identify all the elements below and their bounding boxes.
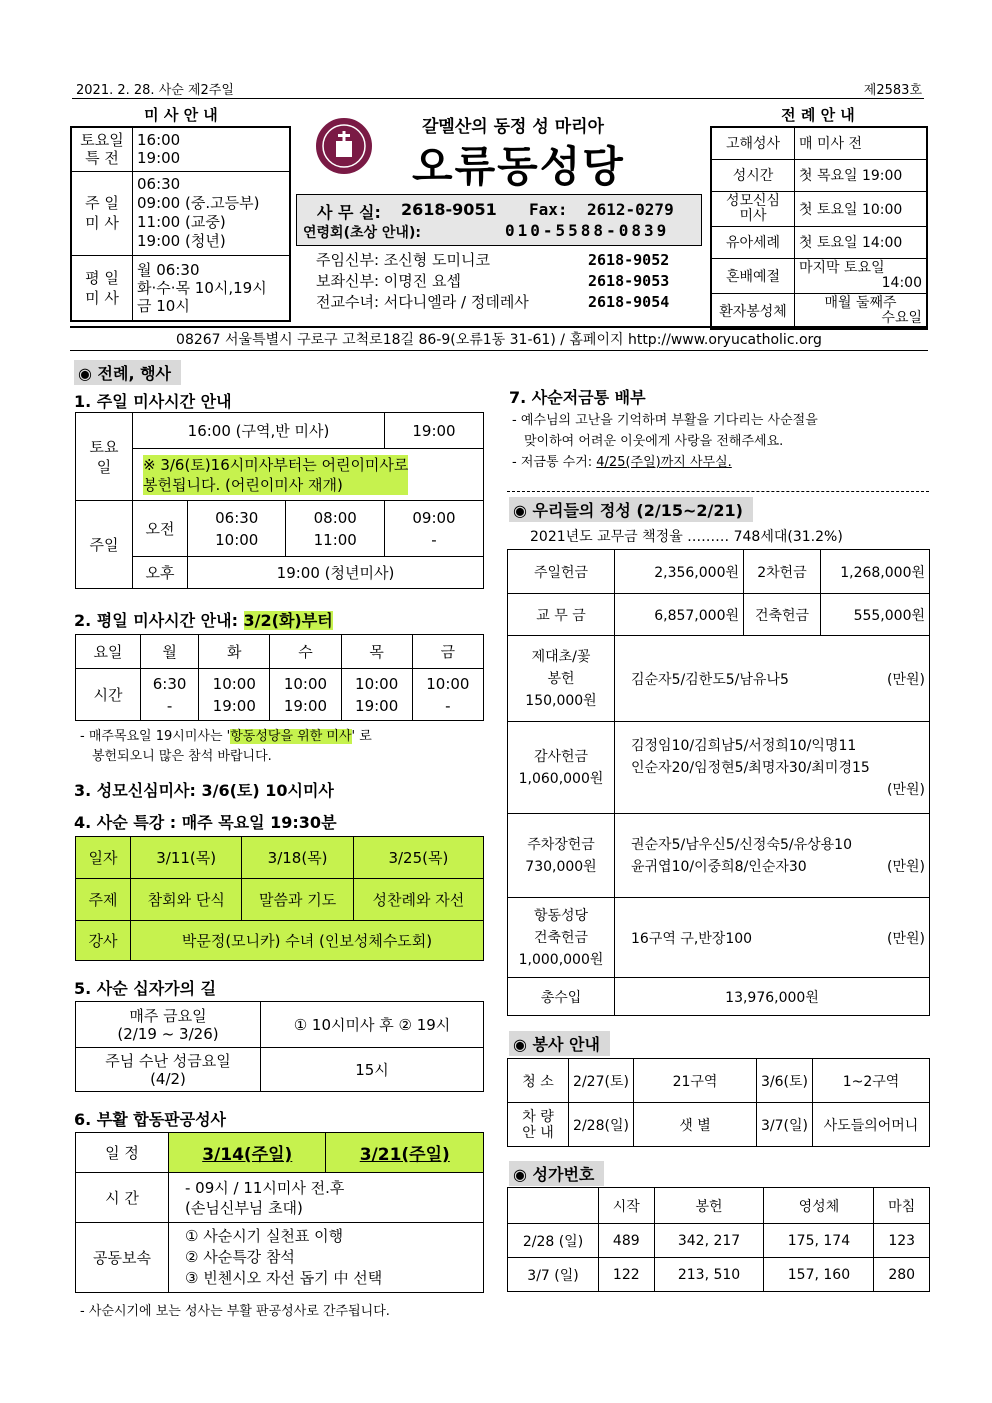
days-label: 요일 bbox=[76, 635, 141, 669]
parish-address: 08267 서울특별시 구로구 고척로18길 86-9(오류1동 31-61) / 홈페이지 http://www.oryucatholic.org bbox=[176, 332, 822, 348]
office-phone: 2618-9051 bbox=[401, 200, 497, 219]
mass-info-table bbox=[70, 126, 291, 322]
lecture-cell: 3/11(목) bbox=[131, 837, 242, 879]
hymn-cell: 213, 510 bbox=[654, 1258, 764, 1292]
day-cell: 금 bbox=[412, 635, 483, 669]
cross-value: 15시 bbox=[261, 1048, 484, 1092]
parish-subtitle: 갈멜산의 동정 성 마리아 bbox=[422, 117, 604, 137]
sat-label: 토요 일 bbox=[76, 413, 133, 501]
liturgy-value-day: 수요일 bbox=[881, 309, 922, 326]
donor-unit: (만원) bbox=[887, 671, 925, 688]
s2-note-post: ' 로 bbox=[351, 729, 372, 744]
am-time: 06:30 10:00 bbox=[188, 501, 286, 557]
way-of-cross-table bbox=[75, 1001, 484, 1092]
am-label: 오전 bbox=[133, 501, 188, 557]
lecture-cell: 3/25(목) bbox=[353, 837, 483, 879]
s3-title: 3. 성모신심미사: 3/6(토) 10시미사 bbox=[74, 781, 334, 800]
offering-label: 2차헌금 bbox=[744, 550, 821, 594]
confession-date: 3/14(주일) bbox=[169, 1133, 326, 1173]
hymn-date: 2/28 (일) bbox=[508, 1224, 599, 1258]
s4-title: 4. 사순 특강 : 매주 목요일 19:30분 bbox=[74, 813, 337, 832]
time-cell: 10:00 - bbox=[412, 669, 483, 721]
hymn-header: 봉헌 bbox=[654, 1188, 764, 1224]
day-cell: 화 bbox=[199, 635, 270, 669]
time-label: 시간 bbox=[76, 669, 141, 721]
offering-label: 항동성당 건축헌금 1,000,000원 bbox=[508, 898, 615, 978]
tithe-rate: 2021년도 교무금 책정율 ……… 748세대(31.2%) bbox=[530, 529, 843, 545]
mass-row-times: 06:30 09:00 (중.고등부) 11:00 (교중) 19:00 (청년) bbox=[133, 171, 291, 255]
clergy-role: 전교수녀: bbox=[316, 293, 380, 311]
hymn-header: 마침 bbox=[874, 1188, 930, 1224]
cross-label: 매주 금요일 (2/19 ~ 3/26) bbox=[76, 1002, 261, 1048]
sat-note: ※ 3/6(토)16시미사부터는 어린이미사로 봉헌됩니다. (어린이미사 재개) bbox=[143, 455, 409, 494]
liturgy-value: 첫 토요일 14:00 bbox=[795, 226, 928, 258]
liturgy-label: 성모신심 미사 bbox=[711, 191, 795, 226]
lecture-label: 강사 bbox=[76, 921, 131, 961]
clergy-name: 조신형 도미니코 bbox=[383, 251, 490, 269]
donor-unit: (만원) bbox=[887, 781, 925, 798]
hymn-date: 3/7 (일) bbox=[508, 1258, 599, 1292]
donor-names: 김정임10/김희남5/서정희10/익명11 인순자20/임정현5/최명자30/최미경15 bbox=[631, 737, 870, 776]
clergy-role: 보좌신부: bbox=[316, 272, 380, 290]
time-cell: 10:00 19:00 bbox=[199, 669, 270, 721]
offering-title: ◉ 우리들의 정성 (2/15~2/21) bbox=[509, 497, 753, 522]
cross-value: ① 10시미사 후 ② 19시 bbox=[261, 1002, 484, 1048]
donor-names: 김순자5/김한도5/남유나5 bbox=[631, 671, 789, 688]
issue-date: 2021. 2. 28. 사순 제2주일 bbox=[76, 83, 234, 98]
s7-body bbox=[512, 410, 927, 473]
service-label: 차 량 안 내 bbox=[508, 1103, 569, 1147]
issue-number: 제2583호 bbox=[863, 83, 922, 98]
s1-title: 1. 주일 미사시간 안내 bbox=[74, 392, 232, 411]
donor-unit: (만원) bbox=[887, 859, 925, 875]
confession-time: - 09시 / 11시미사 전.후 (손님신부님 초대) bbox=[169, 1173, 484, 1223]
weekday-mass-table bbox=[75, 634, 484, 721]
confession-label: 일 정 bbox=[76, 1133, 169, 1173]
sun-label: 주일 bbox=[76, 501, 133, 589]
service-label: 청 소 bbox=[508, 1059, 569, 1103]
hymns-table bbox=[507, 1187, 930, 1292]
service-date: 3/7(일) bbox=[757, 1103, 813, 1147]
s7-line3-pre: - 저금통 수거: bbox=[512, 455, 597, 470]
s2-title bbox=[74, 608, 333, 631]
day-cell: 수 bbox=[270, 635, 341, 669]
parish-title: 오류동성당 bbox=[412, 142, 625, 191]
offering-label: 주차장헌금 730,000원 bbox=[508, 814, 615, 898]
service-date: 3/6(토) bbox=[757, 1059, 813, 1103]
office-label: 사 무 실: bbox=[317, 203, 381, 222]
parish-logo bbox=[316, 118, 372, 174]
clergy-role: 주임신부: bbox=[316, 251, 380, 269]
mass-row-label: 주 일 미 사 bbox=[71, 171, 133, 255]
service-group: 사도들의어머니 bbox=[813, 1103, 930, 1147]
header-line bbox=[72, 78, 924, 99]
s6-title: 6. 부활 합동판공성사 bbox=[74, 1110, 226, 1129]
offering-total-label: 총수입 bbox=[508, 978, 615, 1016]
mass-row-times: 월 06:30 화·수·목 10시,19시 금 10시 bbox=[133, 255, 291, 321]
fax-number: 2612-0279 bbox=[587, 200, 674, 219]
day-cell: 목 bbox=[341, 635, 412, 669]
clergy-phone: 2618-9053 bbox=[588, 272, 670, 290]
confession-table bbox=[75, 1132, 484, 1293]
offering-amount: 555,000원 bbox=[821, 594, 930, 636]
s2-title-prefix: 2. 평일 미사시간 안내: bbox=[74, 611, 238, 630]
liturgy-label: 환자봉성체 bbox=[711, 293, 795, 329]
offering-table bbox=[507, 549, 930, 1016]
service-title: ◉ 봉사 안내 bbox=[509, 1031, 610, 1056]
confession-date: 3/21(주일) bbox=[326, 1133, 484, 1173]
s2-note-line2: 봉헌되오니 많은 참석 바랍니다. bbox=[92, 749, 272, 764]
offering-total: 13,976,000원 bbox=[615, 978, 930, 1016]
liturgy-value: 첫 목요일 19:00 bbox=[795, 159, 928, 191]
clergy-row bbox=[316, 250, 696, 271]
address-rule-bottom bbox=[70, 350, 928, 351]
lent-lecture-table bbox=[75, 836, 484, 961]
s7-line: - 예수님의 고난을 기억하며 부활을 기다리는 사순절을 bbox=[512, 413, 818, 428]
lecture-label: 주제 bbox=[76, 879, 131, 921]
lecture-label: 일자 bbox=[76, 837, 131, 879]
offering-label: 제대초/꽃 봉헌 150,000원 bbox=[508, 636, 615, 722]
hymn-cell: 123 bbox=[874, 1224, 930, 1258]
service-date: 2/28(일) bbox=[569, 1103, 634, 1147]
liturgy-value: 매 미사 전 bbox=[795, 127, 928, 159]
offering-label: 감사헌금 1,060,000원 bbox=[508, 722, 615, 814]
time-cell: 10:00 19:00 bbox=[270, 669, 341, 721]
offering-amount: 2,356,000원 bbox=[615, 550, 744, 594]
hymn-cell: 489 bbox=[599, 1224, 655, 1258]
hymn-cell: 342, 217 bbox=[654, 1224, 764, 1258]
mass-row-label: 토요일 특 전 bbox=[71, 127, 133, 171]
confession-note: - 사순시기에 보는 성사는 부활 판공성사로 간주됩니다. bbox=[80, 1304, 390, 1319]
sat-time-1: 16:00 (구역,반 미사) bbox=[133, 413, 385, 449]
office-contact-box bbox=[296, 194, 702, 246]
liturgy-value-time: 14:00 bbox=[881, 274, 922, 291]
sat-time-2: 19:00 bbox=[385, 413, 484, 449]
mass-row-times: 16:00 19:00 bbox=[133, 127, 291, 171]
mass-info-title: 미 사 안 내 bbox=[144, 106, 218, 124]
hymn-cell: 175, 174 bbox=[764, 1224, 874, 1258]
service-group: 21구역 bbox=[634, 1059, 757, 1103]
s2-note-highlight: 항동성당을 위한 미사 bbox=[230, 729, 352, 744]
s7-title: 7. 사순저금통 배부 bbox=[509, 388, 646, 407]
service-group: 1~2구역 bbox=[813, 1059, 930, 1103]
cross-label: 주님 수난 성금요일 (4/2) bbox=[76, 1048, 261, 1092]
confession-label: 시 간 bbox=[76, 1173, 169, 1223]
parish-header bbox=[294, 104, 706, 324]
offering-amount: 6,857,000원 bbox=[615, 594, 744, 636]
section-liturgy-events: ◉ 전례, 행사 bbox=[74, 360, 181, 385]
hymn-cell: 122 bbox=[599, 1258, 655, 1292]
day-cell: 월 bbox=[141, 635, 199, 669]
offering-label: 주일헌금 bbox=[508, 550, 615, 594]
hymn-cell: 157, 160 bbox=[764, 1258, 874, 1292]
liturgy-label: 성시간 bbox=[711, 159, 795, 191]
liturgy-label: 고해성사 bbox=[711, 127, 795, 159]
clergy-row bbox=[316, 292, 696, 313]
liturgy-info-title: 전 례 안 내 bbox=[781, 106, 855, 124]
hymn-cell: 280 bbox=[874, 1258, 930, 1292]
hymns-title: ◉ 성가번호 bbox=[509, 1161, 604, 1186]
s5-title: 5. 사순 십자가의 길 bbox=[74, 979, 217, 998]
am-time: 09:00 - bbox=[385, 501, 484, 557]
liturgy-label: 혼배예절 bbox=[711, 258, 795, 293]
am-time: 08:00 11:00 bbox=[286, 501, 385, 557]
liturgy-value: 마지막 토요일 bbox=[799, 259, 885, 276]
time-cell: 6:30 - bbox=[141, 669, 199, 721]
s2-title-highlight: 3/2(화)부터 bbox=[243, 611, 333, 630]
hymn-header: 시작 bbox=[599, 1188, 655, 1224]
clergy-phone: 2618-9052 bbox=[588, 251, 670, 269]
s2-note bbox=[80, 727, 490, 767]
donor-names: 권순자5/남우신5/신정숙5/유상용10 윤귀엽10/이중희8/인순자30 bbox=[631, 836, 852, 875]
clergy-name: 이명진 요셉 bbox=[383, 272, 462, 290]
lecture-speaker: 박문정(모니카) 수녀 (인보성체수도회) bbox=[131, 921, 484, 961]
mass-row-label: 평 일 미 사 bbox=[71, 255, 133, 321]
liturgy-label: 유아세례 bbox=[711, 226, 795, 258]
service-table bbox=[507, 1058, 930, 1147]
clergy-row bbox=[316, 271, 696, 292]
address-rule bbox=[70, 326, 928, 328]
lecture-cell: 3/18(목) bbox=[242, 837, 353, 879]
confession-label: 공동보속 bbox=[76, 1223, 169, 1293]
hymn-header bbox=[508, 1188, 599, 1224]
s2-note-pre: - 매주목요일 19시미사는 ' bbox=[80, 729, 231, 744]
fax-label: Fax: bbox=[529, 200, 568, 219]
donor-unit: (만원) bbox=[887, 930, 925, 947]
clergy-phone: 2618-9054 bbox=[588, 293, 670, 311]
clergy-list bbox=[316, 250, 696, 313]
pm-label: 오후 bbox=[133, 557, 188, 589]
clergy-name: 서다니엘라 / 정데레사 bbox=[383, 293, 529, 311]
s7-line3-date: 4/25(주일)까지 사무실. bbox=[596, 455, 732, 470]
donor-names: 16구역 구,반장100 bbox=[631, 930, 753, 947]
pm-time: 19:00 (청년미사) bbox=[188, 557, 484, 589]
liturgy-value: 매월 둘째주 bbox=[824, 294, 897, 311]
legion-phone: 010-5588-0839 bbox=[505, 221, 670, 240]
lecture-cell: 성찬례와 자선 bbox=[353, 879, 483, 921]
divider bbox=[507, 491, 929, 492]
confession-tasks: ① 사순시기 실천표 이행 ② 사순특강 참석 ③ 빈첸시오 자선 돕기 中 선택 bbox=[169, 1223, 484, 1293]
lecture-cell: 참회와 단식 bbox=[131, 879, 242, 921]
liturgy-info-table bbox=[710, 126, 928, 330]
time-cell: 10:00 19:00 bbox=[341, 669, 412, 721]
hymn-header: 영성체 bbox=[764, 1188, 874, 1224]
legion-label: 연령회(초상 안내): bbox=[303, 225, 421, 241]
s7-line: 맞이하여 어려운 이웃에게 사랑을 전해주세요. bbox=[524, 434, 784, 449]
liturgy-value: 첫 토요일 10:00 bbox=[795, 191, 928, 226]
sunday-mass-table bbox=[75, 412, 484, 589]
offering-label: 건축헌금 bbox=[744, 594, 821, 636]
offering-label: 교 무 금 bbox=[508, 594, 615, 636]
service-date: 2/27(토) bbox=[569, 1059, 634, 1103]
offering-amount: 1,268,000원 bbox=[821, 550, 930, 594]
lecture-cell: 말씀과 기도 bbox=[242, 879, 353, 921]
service-group: 샛 별 bbox=[634, 1103, 757, 1147]
